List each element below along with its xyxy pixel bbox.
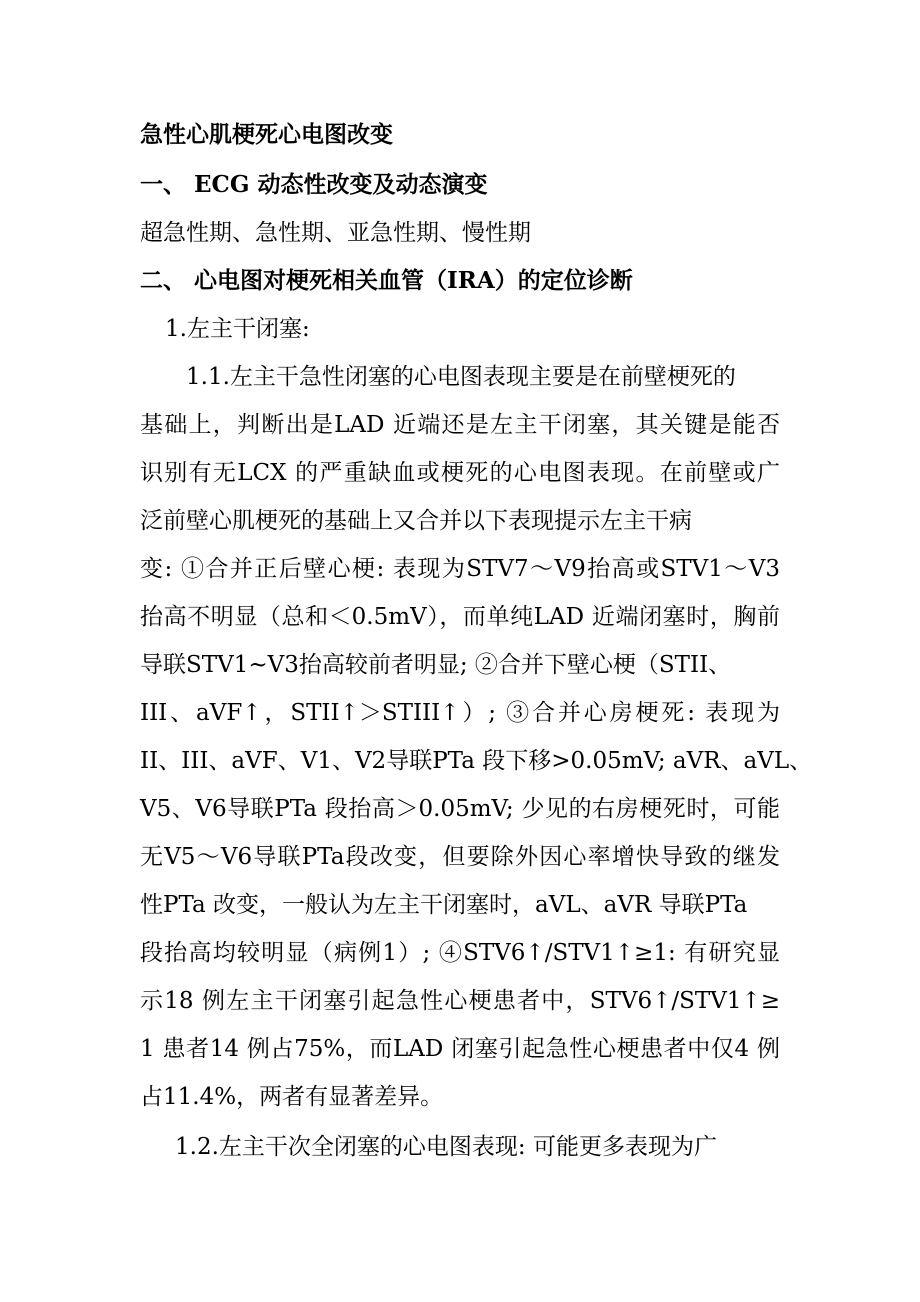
paragraph-1-2-start: 1.2.左主干次全闭塞的心电图表现: 可能更多表现为广 xyxy=(175,1134,717,1160)
paragraph-line: III、aVF↑，STII↑＞STIII↑）; ③合并心房梗死: 表现为 xyxy=(140,700,780,726)
paragraph-line: 示18 例左主干闭塞引起急性心梗患者中，STV6↑/STV1↑≥ xyxy=(140,988,780,1014)
paragraph-line: 识别有无LCX 的严重缺血或梗死的心电图表现。在前壁或广 xyxy=(140,460,780,486)
paragraph-line: 变: ①合并正后壁心梗: 表现为STV7～V9抬高或STV1～V3 xyxy=(140,556,780,582)
paragraph-line: 导联STV1~V3抬高较前者明显; ②合并下壁心梗（STII、 xyxy=(140,652,732,678)
section-1-heading: 一、 ECG 动态性改变及动态演变 xyxy=(140,171,488,198)
section-1-body: 超急性期、急性期、亚急性期、慢性期 xyxy=(140,220,531,246)
paragraph-line: 1.1.左主干急性闭塞的心电图表现主要是在前壁梗死的 xyxy=(186,364,736,390)
paragraph-line: 泛前壁心肌梗死的基础上又合并以下表现提示左主干病 xyxy=(140,508,692,534)
paragraph-line: 性PTa 改变，一般认为左主干闭塞时，aVL、aVR 导联PTa xyxy=(140,892,748,918)
paragraph-line: 占11.4%，两者有显著差异。 xyxy=(140,1084,444,1110)
subsection-1-heading: 1.左主干闭塞: xyxy=(165,316,310,342)
paragraph-line: 无V5～V6导联PTa段改变，但要除外因心率增快导致的继发 xyxy=(140,844,780,870)
section-2-heading: 二、 心电图对梗死相关血管（IRA）的定位诊断 xyxy=(140,267,633,294)
paragraph-line: 抬高不明显（总和＜0.5mV），而单纯LAD 近端闭塞时，胸前 xyxy=(140,604,780,630)
paragraph-line: 1 患者14 例占75%，而LAD 闭塞引起急性心梗患者中仅4 例 xyxy=(140,1036,780,1062)
paragraph-line: 段抬高均较明显（病例1）; ④STV6↑/STV1↑≥1: 有研究显 xyxy=(140,940,780,966)
paragraph-line: 基础上，判断出是LAD 近端还是左主干闭塞，其关键是能否 xyxy=(140,412,780,438)
paragraph-line: V5、V6导联PTa 段抬高＞0.05mV; 少见的右房梗死时，可能 xyxy=(140,796,780,822)
document-title: 急性心肌梗死心电图改变 xyxy=(140,121,393,148)
paragraph-line: II、III、aVF、V1、V2导联PTa 段下移>0.05mV; aVR、aVL、 xyxy=(140,748,813,774)
